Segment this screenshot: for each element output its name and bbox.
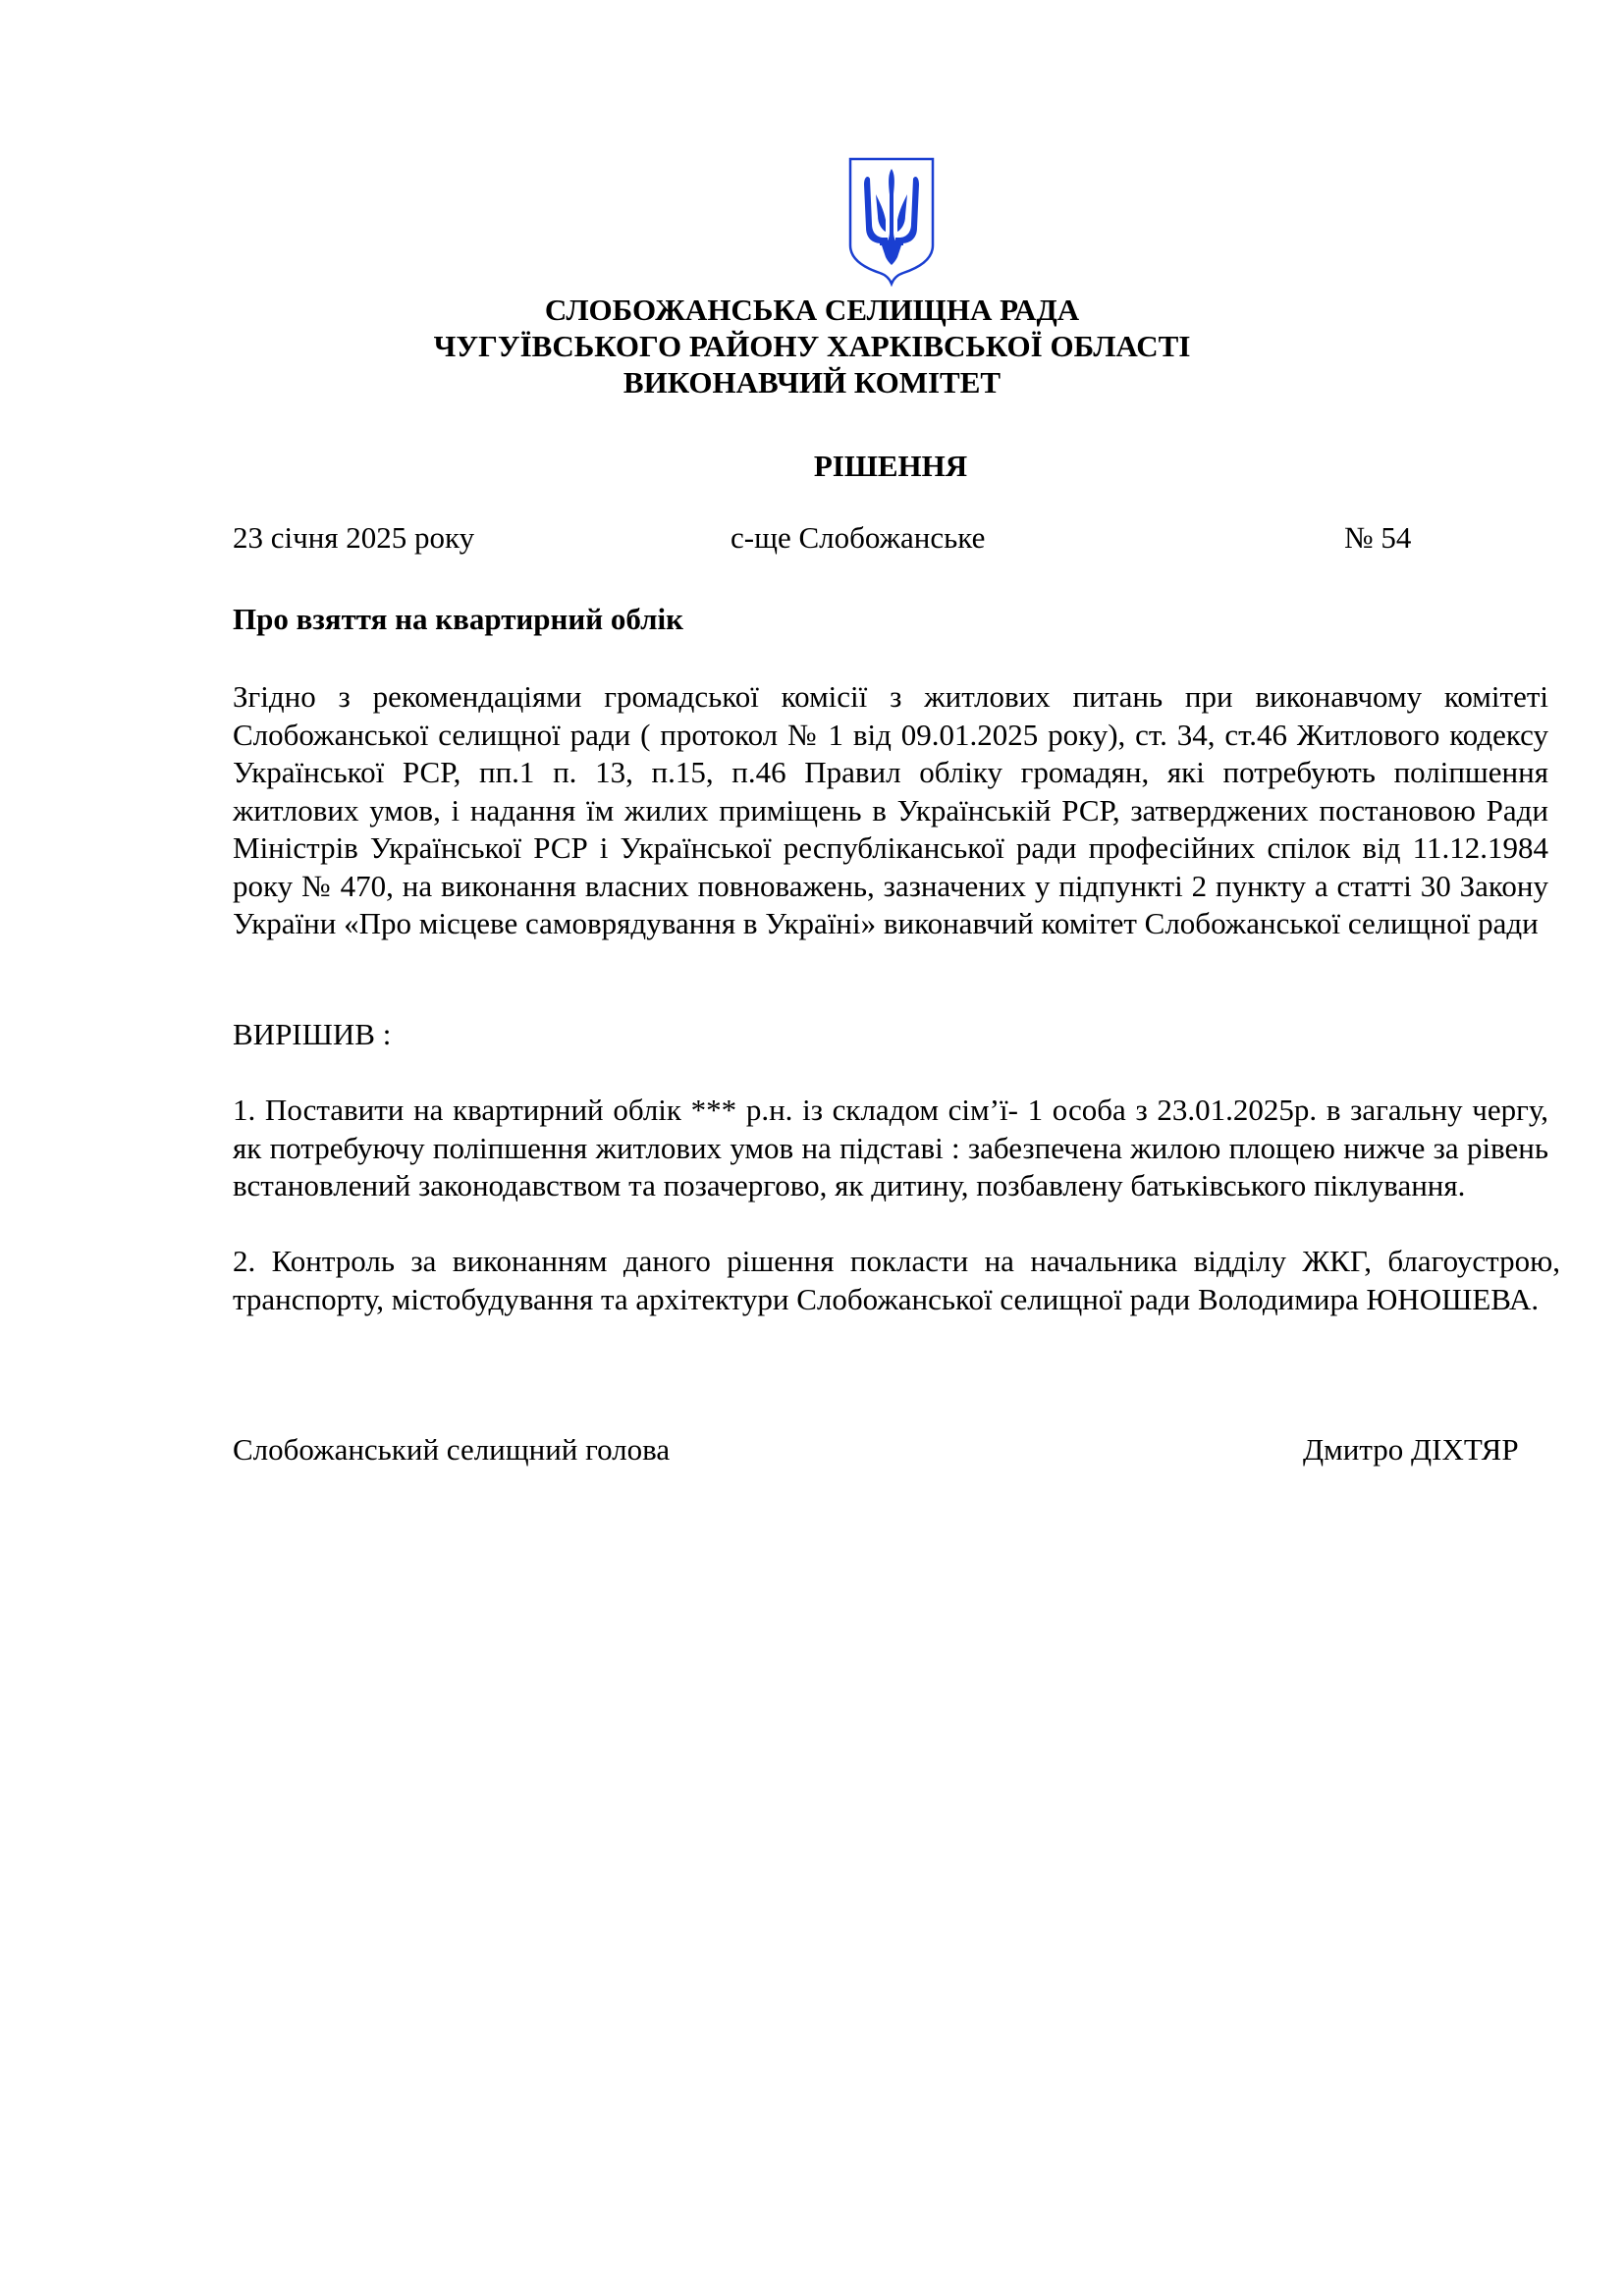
preamble-paragraph: Згідно з рекомендаціями громадської комісії з житлових питань при виконавчому комітеті Слобожанської селищної ради ( протокол № 1 від 09.01.2025 року), ст. 34, ст.46 Житлового кодексу Української РСР, пп.1 п. 13, п.15, п.46 Правил обліку громадян, які потребують поліпшення житлових умов, і надання їм жилих приміщень в Українській РСР, затверджених постановою Ради Міністрів Української РСР і Української республіканської ради професійних спілок від 11.12.1984 року № 470, на виконання власних повноважень, зазначених у підпункті 2 пункту а статті 30 Закону України «Про місцеве самоврядування в Україні» виконавчий комітет Слобожанської селищної ради — [233, 679, 1548, 940]
document-place: с-ще Слобожанське — [731, 520, 986, 555]
document-subject: Про взяття на квартирний облік — [233, 602, 683, 636]
signatory-name: Дмитро ДІХТЯР — [1303, 1432, 1519, 1467]
document-type-title — [0, 448, 1624, 484]
document-number: № 54 — [1344, 520, 1412, 555]
resolved-label: ВИРІШИВ : — [233, 1017, 392, 1051]
header-region: ЧУГУЇВСЬКОГО РАЙОНУ ХАРКІВСЬКОЇ ОБЛАСТІ — [433, 329, 1191, 363]
decision-title-text: РІШЕННЯ — [813, 449, 968, 483]
header-committee: ВИКОНАВЧИЙ КОМІТЕТ — [623, 365, 1001, 400]
organization-header — [0, 292, 1624, 400]
resolution-item-2: 2. Контроль за виконанням даного рішення покласти на начальника відділу ЖКГ, благоустрою, транспорту, містобудування та архітектури Слобожанської селищної ради Володимира ЮНОШЕВА. — [233, 1244, 1560, 1316]
signatory-title: Слобожанський селищний голова — [233, 1432, 671, 1467]
resolution-item-1: 1. Поставити на квартирний облік *** р.н. із складом сім’ї- 1 особа з 23.01.2025р. в загальну чергу, як потребуючу поліпшення житлових умов на підставі : забезпечена жилою площею нижче за рівень встановлений законодавством та позачергово, як дитину, позбавлену батьківського піклування. — [233, 1093, 1548, 1202]
document-date: 23 січня 2025 року — [233, 520, 475, 555]
ukraine-trident-coat-of-arms-icon — [846, 155, 937, 287]
header-council-name: СЛОБОЖАНСЬКА СЕЛИЩНА РАДА — [544, 293, 1080, 327]
